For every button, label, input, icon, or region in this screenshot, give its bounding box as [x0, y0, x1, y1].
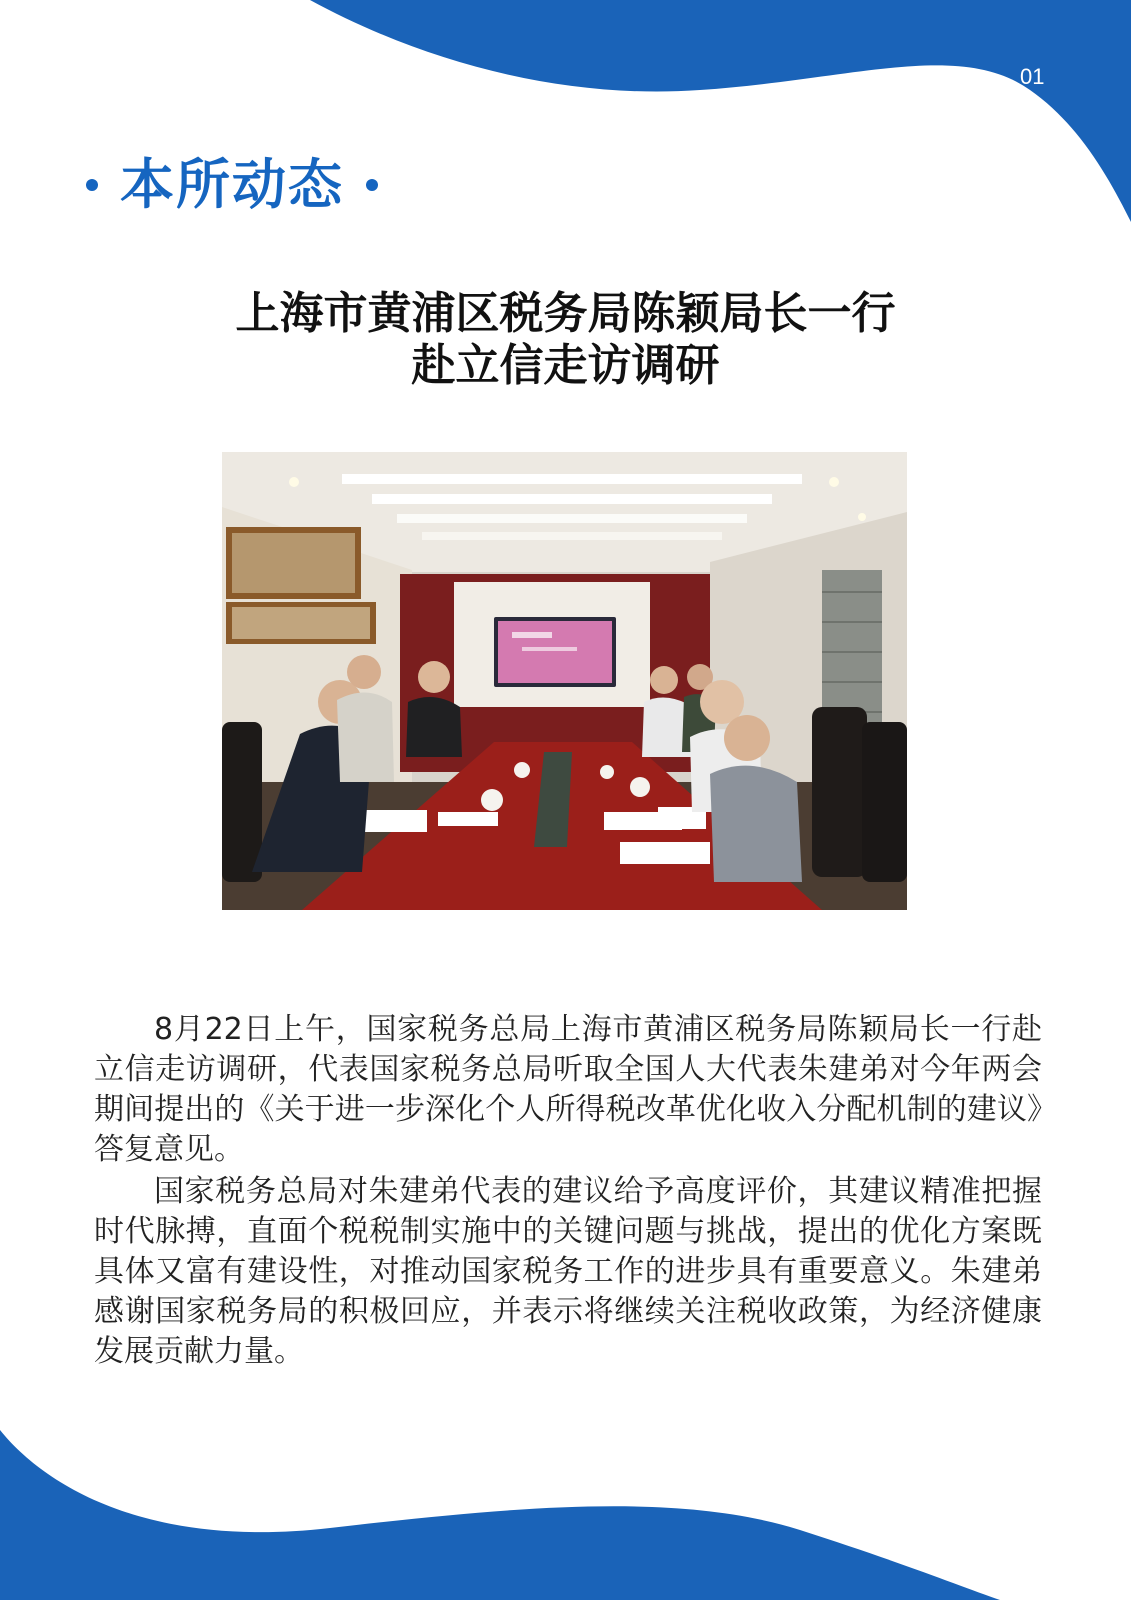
section-header [86, 150, 378, 220]
article-headline [0, 288, 1131, 392]
page-number: 01 [1020, 64, 1045, 89]
article-paragraph: 国家税务总局对朱建弟代表的建议给予高度评价，其建议精准把握时代脉搏，直面个税税制实施中的关键问题与挑战，提出的优化方案既具体又富有建设性，对推动国家税务工作的进步具有重要意义。朱建弟感谢国家税务局的积极回应，并表示将继续关注税收政策，为经济健康发展贡献力量。 [94, 1174, 1042, 1369]
bullet-dot-icon [366, 179, 378, 191]
section-title: 本所动态 [120, 153, 344, 216]
bullet-dot-icon [86, 179, 98, 191]
article-paragraph: 8月22日上午，国家税务总局上海市黄浦区税务局陈颖局长一行赴立信走访调研，代表国家税务总局听取全国人大代表朱建弟对今年两会期间提出的《关于进一步深化个人所得税改革优化收入分配机制的建议》答复意见。 [94, 1012, 1042, 1167]
meeting-room-illustration [222, 452, 907, 910]
headline-line-1: 上海市黄浦区税务局陈颖局长一行 [235, 288, 896, 339]
article-body [94, 1010, 1042, 1374]
headline-line-2: 赴立信走访调研 [411, 340, 720, 391]
meeting-photo [222, 452, 907, 910]
bottom-wave-decoration [0, 1410, 1131, 1600]
